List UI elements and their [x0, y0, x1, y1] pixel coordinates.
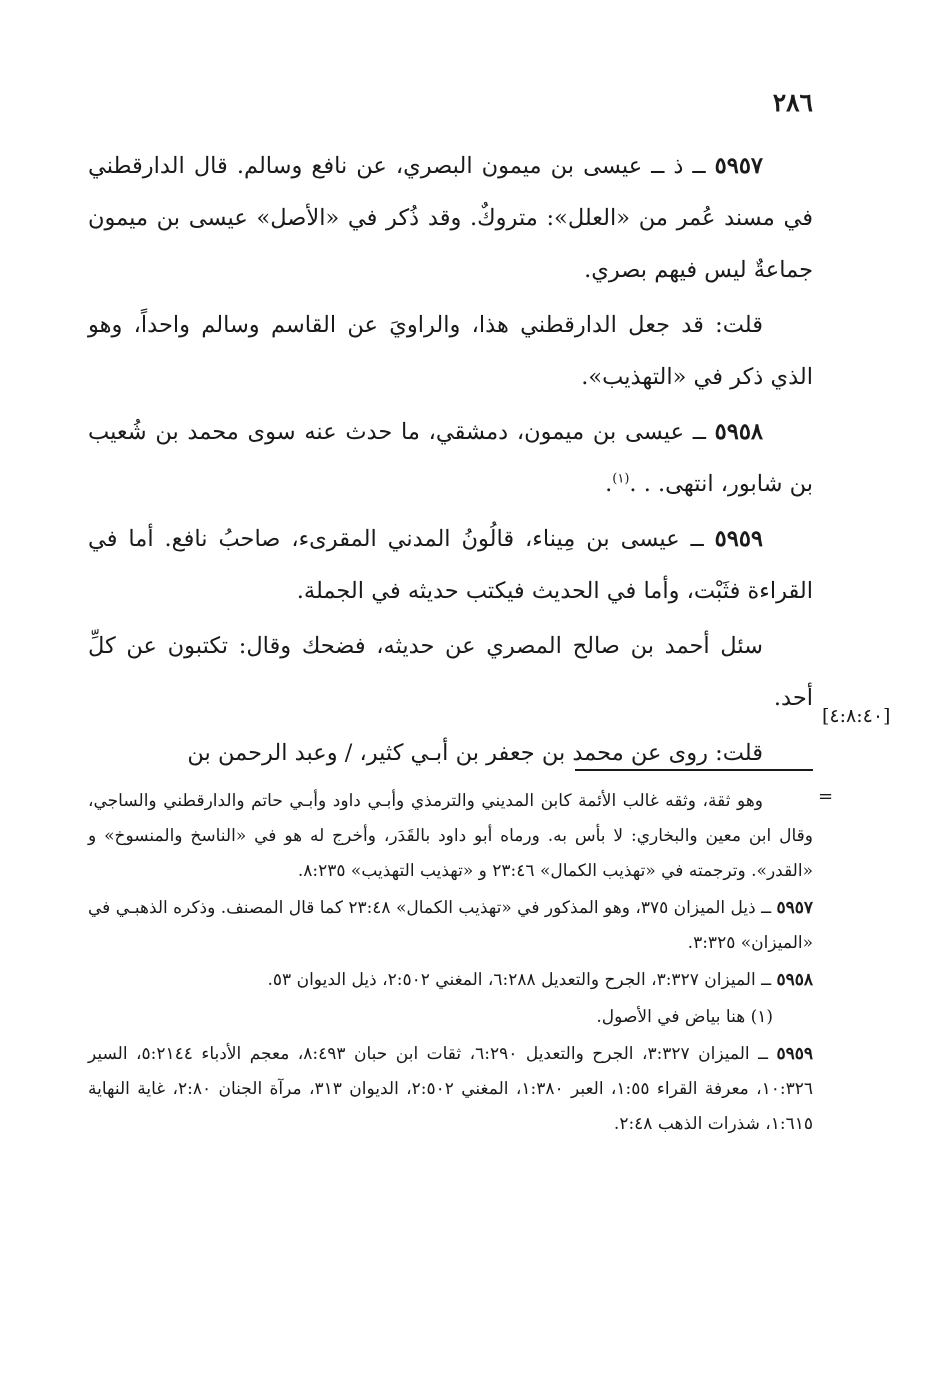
footnote-text: ــ الميزان ٣:٣٢٧، الجرح والتعديل ٦:٢٩٠، ثقات ابن حبان ٨:٤٩٣، معجم الأدباء ٥:٢١٤٤، السير ١٠:٣٢٦، معرفة القراء ١:٥٥، العبر ١:٣٨٠، المغني ٢:٥٠٢، الديوان ٣١٣، مرآة الجنان ٢:٨٠، غاية النهاية ١:٦١٥، شذرات الذهب ٢:٤٨. — [88, 1044, 814, 1134]
footnote-5957 — [88, 891, 813, 961]
footnote-note-1 — [88, 1000, 773, 1035]
entry-number: ٥٩٥٧ — [714, 153, 763, 179]
footnote-text: ــ ذيل الميزان ٣٧٥، وهو المذكور في «تهذيب الكمال» ٢٣:٤٨ كما قال المصنف. وذكره الذهبـي في «الميزان» ٣:٣٢٥. — [88, 898, 813, 953]
footnote-divider — [575, 769, 813, 771]
entry-text: ــ ذ ــ عيسى بن ميمون البصري، عن نافع وسالم. قال الدارقطني في مسند عُمر من «العلل»: متروكٌ. وقد ذُكر في «الأصل» عيسى بن ميمون جماعةٌ ليس فيهم بصري. — [88, 153, 813, 283]
entry-5958 — [88, 406, 813, 510]
footnote-text: (١) هنا بياض في الأصول. — [596, 1007, 773, 1027]
entry-number: ٥٩٥٨ — [714, 419, 763, 445]
footnote-number: ٥٩٥٨ — [776, 970, 813, 990]
footnote-number: ٥٩٥٧ — [776, 898, 813, 918]
footnote-text: ــ الميزان ٣:٣٢٧، الجرح والتعديل ٦:٢٨٨، المغني ٢:٥٠٢، ذيل الديوان ٥٣. — [267, 970, 777, 990]
footnote-5958 — [88, 963, 813, 998]
footnotes — [88, 784, 813, 1142]
footnote-number: ٥٩٥٩ — [776, 1044, 814, 1064]
main-text — [88, 140, 813, 779]
entry-5959 — [88, 513, 813, 617]
footnote-continued — [88, 784, 813, 889]
margin-reference: [٤:٨:٤٠] — [822, 705, 891, 727]
paragraph-text: سئل أحمد بن صالح المصري عن حديثه، فضحك وقال: تكتبون عن كلِّ أحد. — [88, 633, 813, 711]
paragraph-continuing — [88, 727, 813, 779]
paragraph-comment — [88, 299, 813, 403]
entry-5957 — [88, 140, 813, 296]
paragraph-text: قلت: روى عن محمد بن جعفر بن أبـي كثير، / وعبد الرحمن بن — [187, 740, 763, 766]
entry-text: ــ عيسى بن ميمون، دمشقي، ما حدث عنه سوى محمد بن شُعيب بن شابور، انتهى. . . — [88, 419, 813, 497]
footnote-reference: (١) — [612, 471, 630, 487]
footnote-5959 — [88, 1037, 813, 1142]
paragraph-question — [88, 620, 813, 724]
paragraph-text: قلت: قد جعل الدارقطني هذا، والراويَ عن القاسم وسالم واحداً، وهو الذي ذكر في «التهذيب». — [88, 312, 813, 390]
continuation-mark: = — [818, 786, 834, 807]
entry-text-tail: . — [605, 471, 613, 497]
footnote-text: وهو ثقة، وثقه غالب الأئمة كابن المديني والترمذي وأبـي داود وأبـي حاتم والدارقطني والساجي، وقال ابن معين والبخاري: لا بأس به. ورماه أبو داود بالقَدَر، وأخرج له هو في «الناسخ والمنسوخ» و «القدر». وترجمته في «تهذيب الكمال» ٢٣:٤٦ و «تهذيب التهذيب» ٨:٢٣٥. — [88, 791, 813, 881]
page-number: ٢٨٦ — [772, 88, 813, 117]
entry-number: ٥٩٥٩ — [714, 526, 763, 552]
entry-text: ــ عيسى بن مِيناء، قالُونُ المدني المقرىء، صاحبُ نافع. أما في القراءة فثَبْت، وأما في الحديث فيكتب حديثه في الجملة. — [88, 526, 813, 604]
